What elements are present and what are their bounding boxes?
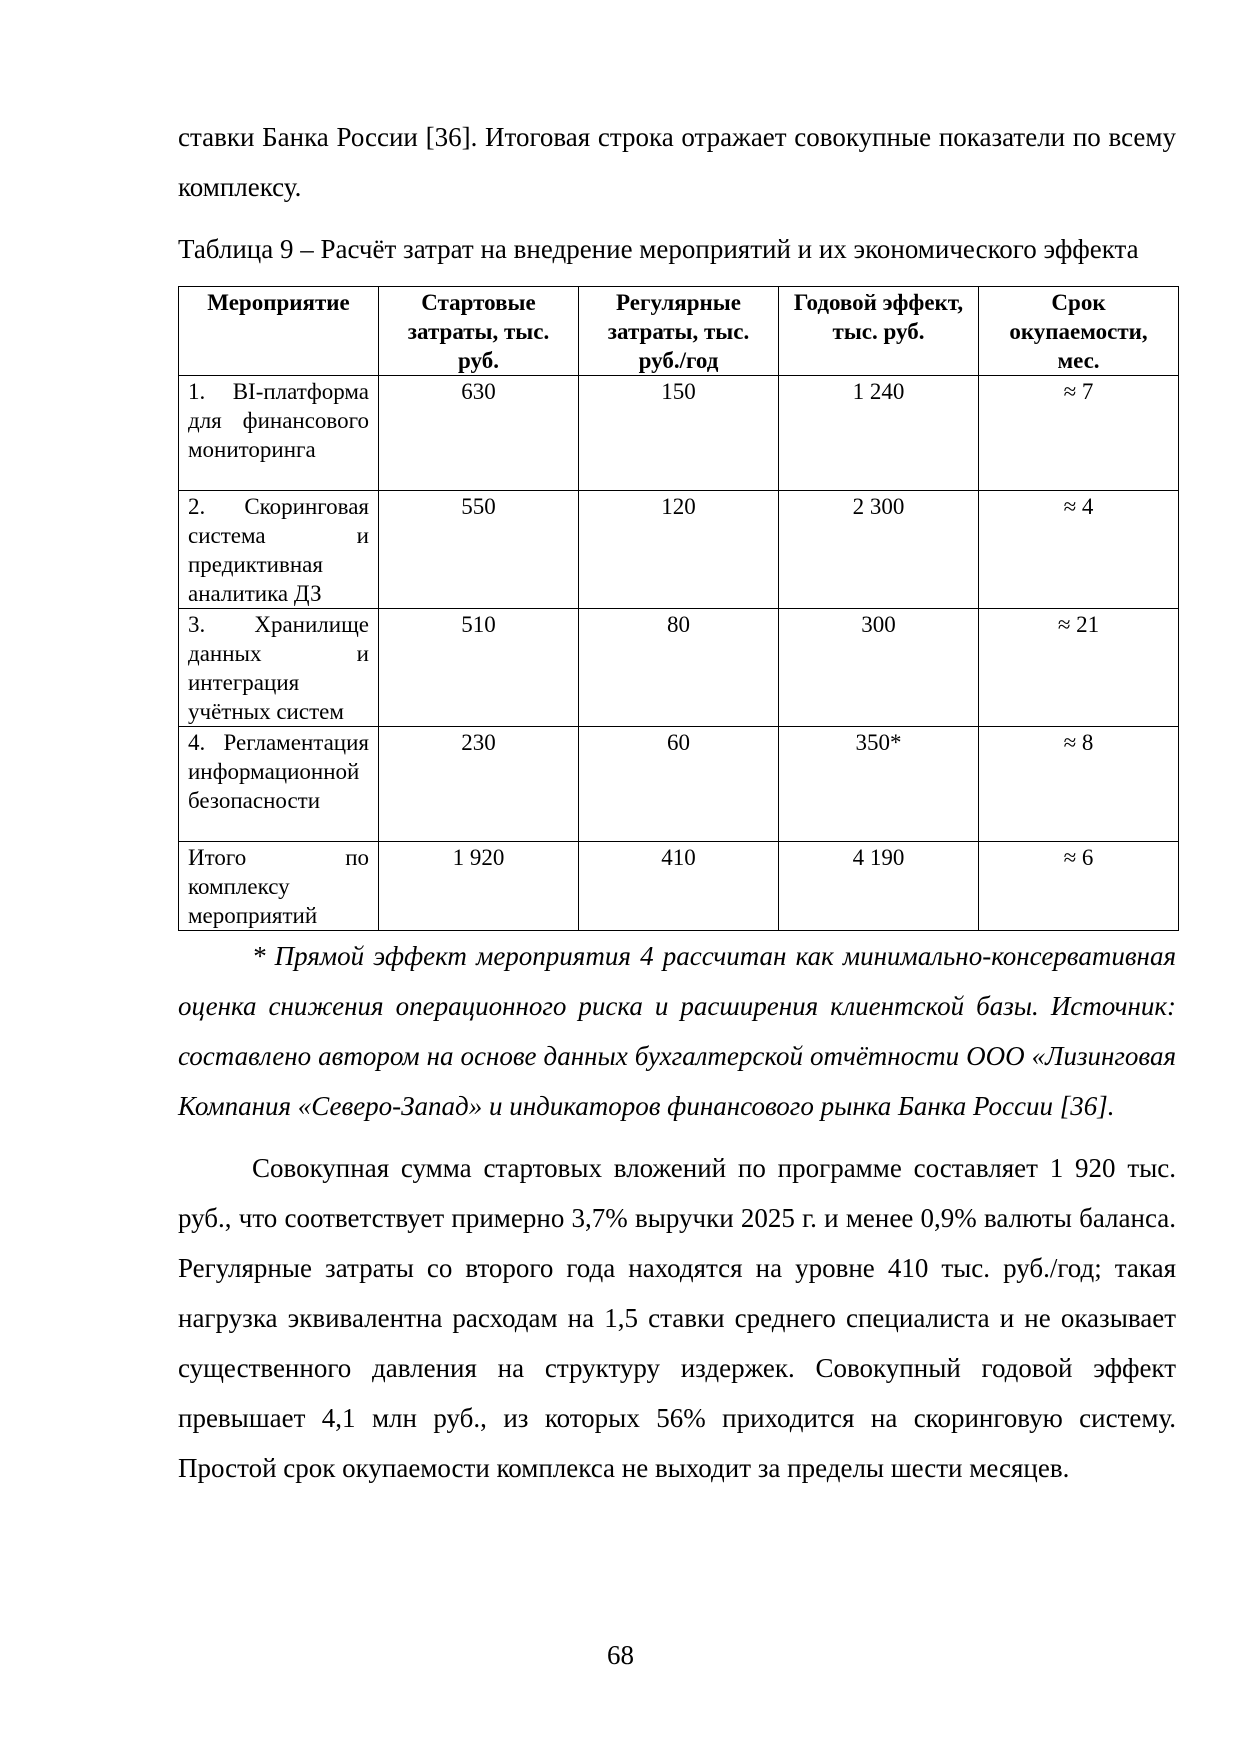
cell-startup-costs: 1 920 xyxy=(379,842,579,931)
page-number: 68 xyxy=(607,1640,634,1670)
table-caption: Таблица 9 – Расчёт затрат на внедрение мероприятий и их экономического эффекта xyxy=(178,234,1139,264)
cell-startup-costs: 630 xyxy=(379,376,579,491)
cell-annual-effect: 300 xyxy=(779,609,979,727)
table-row xyxy=(179,491,1179,609)
header-regular-costs: Регулярные затраты, тыс. руб./год xyxy=(579,287,779,376)
header-payback-period: Срок окупаемости, мес. xyxy=(979,287,1179,376)
cost-effect-table xyxy=(178,286,1179,931)
cell-payback-period: ≈ 7 xyxy=(979,376,1179,491)
header-annual-effect: Годовой эффект, тыс. руб. xyxy=(779,287,979,376)
intro-paragraph: ставки Банка России [36]. Итоговая строка отражает совокупные показатели по всему комплексу. xyxy=(178,122,1176,202)
document-page xyxy=(178,112,1176,1493)
cell-measure: 4. Регламентация информационной безопасности xyxy=(179,727,379,842)
cell-measure: 2. Скоринговая система и предиктивная аналитика ДЗ xyxy=(179,491,379,609)
table-header-row xyxy=(179,287,1179,376)
cell-annual-effect: 350* xyxy=(779,727,979,842)
cell-regular-costs: 150 xyxy=(579,376,779,491)
table-row xyxy=(179,376,1179,491)
cell-measure: Итого по комплексу мероприятий xyxy=(179,842,379,931)
cell-startup-costs: 550 xyxy=(379,491,579,609)
header-measure: Мероприятие xyxy=(179,287,379,376)
table-total-row xyxy=(179,842,1179,931)
cell-payback-period: ≈ 21 xyxy=(979,609,1179,727)
cell-payback-period: ≈ 8 xyxy=(979,727,1179,842)
cell-payback-period: ≈ 6 xyxy=(979,842,1179,931)
cell-payback-period: ≈ 4 xyxy=(979,491,1179,609)
cell-annual-effect: 4 190 xyxy=(779,842,979,931)
table-row xyxy=(179,727,1179,842)
header-startup-costs: Стартовые затраты, тыс. руб. xyxy=(379,287,579,376)
cell-regular-costs: 120 xyxy=(579,491,779,609)
cell-annual-effect: 2 300 xyxy=(779,491,979,609)
table-row xyxy=(179,609,1179,727)
cell-regular-costs: 60 xyxy=(579,727,779,842)
table-footnote: * Прямой эффект мероприятия 4 рассчитан как минимально-консервативная оценка снижения операционного риска и расширения клиентской базы. Источник: составлено автором на основе данных бухгалтерской отчётности ООО «Лизинговая Компания «Северо-Запад» и индикаторов финансового рынка Банка России [36]. xyxy=(178,941,1176,1121)
cell-annual-effect: 1 240 xyxy=(779,376,979,491)
cell-startup-costs: 510 xyxy=(379,609,579,727)
cell-measure: 1. BI-платформа для финансового мониторинга xyxy=(179,376,379,491)
body-paragraph: Совокупная сумма стартовых вложений по программе составляет 1 920 тыс. руб., что соответствует примерно 3,7% выручки 2025 г. и менее 0,9% валюты баланса. Регулярные затраты со второго года находятся на уровне 410 тыс. руб./год; такая нагрузка эквивалентна расходам на 1,5 ставки среднего специалиста и не оказывает существенного давления на структуру издержек. Совокупный годовой эффект превышает 4,1 млн руб., из которых 56% приходится на скоринговую систему. Простой срок окупаемости комплекса не выходит за пределы шести месяцев. xyxy=(178,1153,1176,1483)
cell-regular-costs: 410 xyxy=(579,842,779,931)
cell-measure: 3. Хранилище данных и интеграция учётных систем xyxy=(179,609,379,727)
cell-startup-costs: 230 xyxy=(379,727,579,842)
cell-regular-costs: 80 xyxy=(579,609,779,727)
